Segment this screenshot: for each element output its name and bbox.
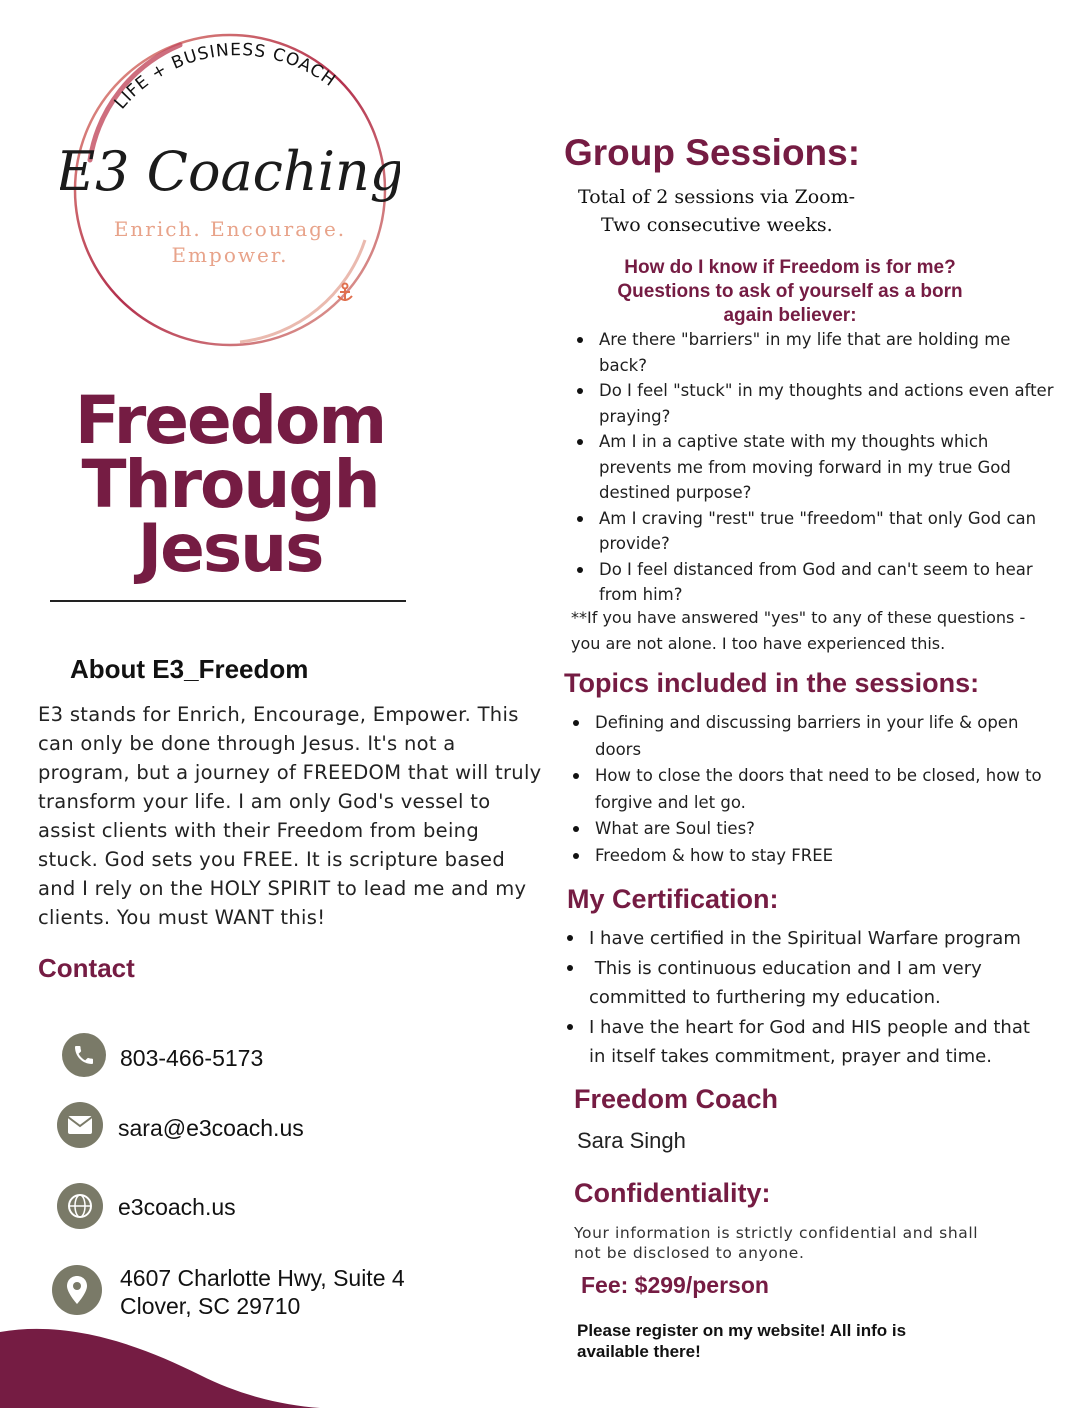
contact-address — [120, 1264, 405, 1320]
title-divider — [50, 600, 406, 602]
group-sessions-line-1: Total of 2 sessions via Zoom- — [578, 186, 856, 208]
contact-heading: Contact — [38, 953, 135, 983]
about-line: program, but a journey of FREEDOM that will truly — [38, 761, 542, 784]
confidentiality-heading: Confidentiality: — [574, 1178, 771, 1208]
topics-heading: Topics included in the sessions: — [564, 668, 980, 698]
list-item: This is continuous education and I am very committed to furthering my education. — [589, 954, 1088, 1013]
logo-tagline-line1: Enrich. Encourage. — [113, 217, 347, 241]
list-item: I have certified in the Spiritual Warfare program — [589, 924, 1088, 954]
confidentiality-line-1: Your information is strictly confidential and shall — [574, 1224, 979, 1242]
list-item: Am I craving "rest" true "freedom" that only God can provide? — [599, 506, 1088, 557]
fee-text: Fee: $299/person — [581, 1272, 769, 1298]
confidentiality-text — [574, 1223, 978, 1263]
list-item: Do I feel distanced from God and can't seem to hear from him? — [599, 557, 1088, 608]
list-item: How to close the doors that need to be closed, how to forgive and let go. — [595, 763, 1088, 816]
group-sessions-line-2: Two consecutive weeks. — [601, 214, 833, 236]
about-paragraph — [38, 700, 543, 932]
certification-heading: My Certification: — [567, 884, 779, 914]
about-line: E3 stands for Enrich, Encourage, Empower. This — [38, 703, 519, 726]
contact-phone[interactable]: 803-466-5173 — [120, 1045, 264, 1071]
q-heading-line-1: How do I know if Freedom is for me? — [624, 257, 956, 278]
logo-graphic — [60, 30, 400, 360]
freedom-coach-heading: Freedom Coach — [574, 1084, 779, 1114]
contact-website[interactable]: e3coach.us — [118, 1194, 236, 1220]
about-heading: About E3_Freedom — [70, 654, 309, 684]
mail-icon — [57, 1102, 103, 1148]
freedom-questions-heading — [570, 256, 1010, 328]
e3-coaching-logo — [60, 30, 400, 360]
logo-tagline-line2: Empower. — [171, 243, 289, 267]
register-note — [577, 1320, 906, 1362]
question-list — [563, 327, 1088, 608]
about-line: and I rely on the HOLY SPIRIT to lead me and my — [38, 877, 527, 900]
about-line: assist clients with their Freedom from being — [38, 819, 479, 842]
note-line-2: you are not alone. I too have experienced this. — [571, 633, 946, 653]
list-item: What are Soul ties? — [595, 816, 1088, 843]
topics-list — [559, 710, 1088, 869]
questions-note — [571, 605, 1025, 656]
about-line: stuck. God sets you FREE. It is scripture based — [38, 848, 505, 871]
confidentiality-line-2: not be disclosed to anyone. — [574, 1244, 805, 1262]
list-item: Freedom & how to stay FREE — [595, 843, 1088, 870]
location-pin-icon — [52, 1265, 102, 1315]
list-item: Are there "barriers" in my life that are holding me back? — [599, 327, 1088, 378]
list-item: Defining and discussing barriers in your life & open doors — [595, 710, 1088, 763]
contact-email[interactable]: sara@e3coach.us — [118, 1115, 304, 1141]
address-line-1: 4607 Charlotte Hwy, Suite 4 — [120, 1265, 405, 1291]
register-line-1: Please register on my website! All info is — [577, 1321, 907, 1340]
phone-icon — [62, 1033, 106, 1077]
coach-name: Sara Singh — [577, 1128, 686, 1153]
certification-list — [553, 924, 1088, 1072]
globe-icon — [57, 1183, 103, 1229]
q-heading-line-2: Questions to ask of yourself as a born — [617, 281, 963, 302]
title-line-3: Jesus — [137, 510, 323, 587]
group-sessions-heading: Group Sessions: — [564, 132, 861, 173]
svg-text:LIFE + BUSINESS COACH — [111, 40, 340, 113]
register-line-2: available there! — [577, 1342, 701, 1361]
title-line-2: Through — [81, 446, 379, 523]
about-line: transform your life. I am only God's vessel to — [38, 790, 491, 813]
decorative-wave — [0, 1320, 330, 1408]
note-line-1: **If you have answered "yes" to any of these questions - — [571, 608, 1026, 627]
about-line: can only be done through Jesus. It's not a — [38, 732, 456, 755]
logo-name: E3 Coaching — [60, 140, 400, 203]
list-item: Am I in a captive state with my thoughts which prevents me from moving forward in my true God destined purpose? — [599, 429, 1088, 506]
logo-arc-text: LIFE + BUSINESS COACH — [110, 40, 340, 114]
list-item: I have the heart for God and HIS people and that in itself takes commitment, prayer and time. — [589, 1013, 1088, 1072]
list-item: Do I feel "stuck" in my thoughts and actions even after praying? — [599, 378, 1088, 429]
address-line-2: Clover, SC 29710 — [120, 1293, 301, 1319]
title-line-1: Freedom — [74, 382, 386, 459]
q-heading-line-3: again believer: — [723, 305, 857, 326]
about-line: clients. You must WANT this! — [38, 906, 326, 929]
